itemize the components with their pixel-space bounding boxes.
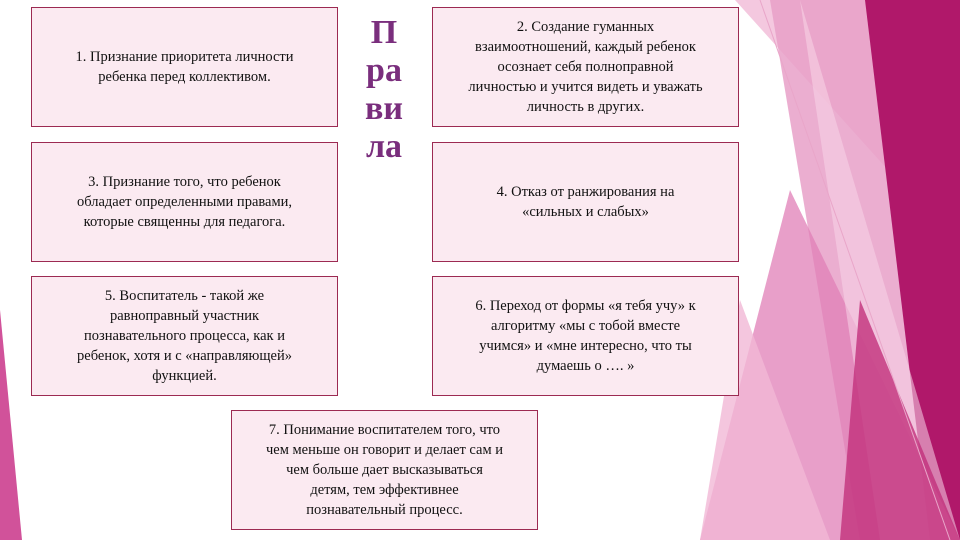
rule-line: ребенка перед коллективом. — [98, 69, 271, 85]
rule-box-3 — [31, 142, 338, 262]
rule-text — [475, 296, 695, 376]
rule-line: 3. Признание того, что ребенок — [88, 174, 281, 190]
title-line: ла — [365, 128, 403, 165]
decor-triangle-left — [0, 310, 22, 540]
rule-line: функцией. — [152, 368, 217, 384]
rule-text — [77, 286, 292, 386]
title-line: ра — [366, 52, 402, 89]
rule-line: «сильных и слабых» — [522, 204, 649, 220]
rule-line: думаешь о …. » — [536, 358, 635, 374]
rule-line: 7. Понимание воспитателем того, что — [268, 422, 501, 438]
rule-line: детям, тем эффективнее — [310, 482, 459, 498]
rule-line: обладает определенными правами, — [76, 194, 293, 210]
rule-line: ребенок, хотя и с «направляющей» — [77, 348, 292, 364]
rule-line: познавательный процесс. — [306, 502, 463, 518]
rule-line: личность в других. — [526, 99, 645, 115]
rule-box-6 — [432, 276, 739, 396]
rule-line: алгоритму «мы с тобой вместе — [490, 318, 681, 334]
rule-line: личностью и учится видеть и уважать — [468, 79, 703, 95]
slide-title — [352, 14, 416, 166]
rule-line: которые священны для педагога. — [83, 214, 286, 230]
rule-line: 1. Признание приоритета личности — [75, 49, 294, 65]
rule-line: чем больше дает высказываться — [286, 462, 483, 478]
rule-text — [468, 17, 702, 117]
rule-line: 5. Воспитатель - такой же — [104, 288, 265, 304]
rule-box-1 — [31, 7, 338, 127]
rule-line: 4. Отказ от ранжирования на — [496, 184, 675, 200]
rule-line: 2. Создание гуманных — [516, 19, 655, 35]
rule-box-5 — [31, 276, 338, 396]
rule-box-2 — [432, 7, 739, 127]
rule-line: взаимоотношений, каждый ребенок — [475, 39, 696, 55]
rule-line: чем меньше он говорит и делает сам и — [265, 442, 504, 458]
title-line: П — [370, 14, 398, 51]
rule-text — [497, 182, 675, 222]
rule-line: учимся» и «мне интересно, что ты — [479, 338, 692, 354]
rule-line: осознает себя полноправной — [497, 59, 674, 75]
title-line: ви — [365, 90, 403, 127]
rule-line: равноправный участник — [109, 308, 260, 324]
rule-line: 6. Переход от формы «я тебя учу» к — [475, 298, 696, 314]
rule-line: познавательного процесса, как и — [84, 328, 285, 344]
rule-box-4 — [432, 142, 739, 262]
rule-box-7 — [231, 410, 538, 530]
rule-text — [75, 47, 293, 87]
rule-text — [77, 172, 292, 232]
rule-text — [266, 420, 503, 520]
